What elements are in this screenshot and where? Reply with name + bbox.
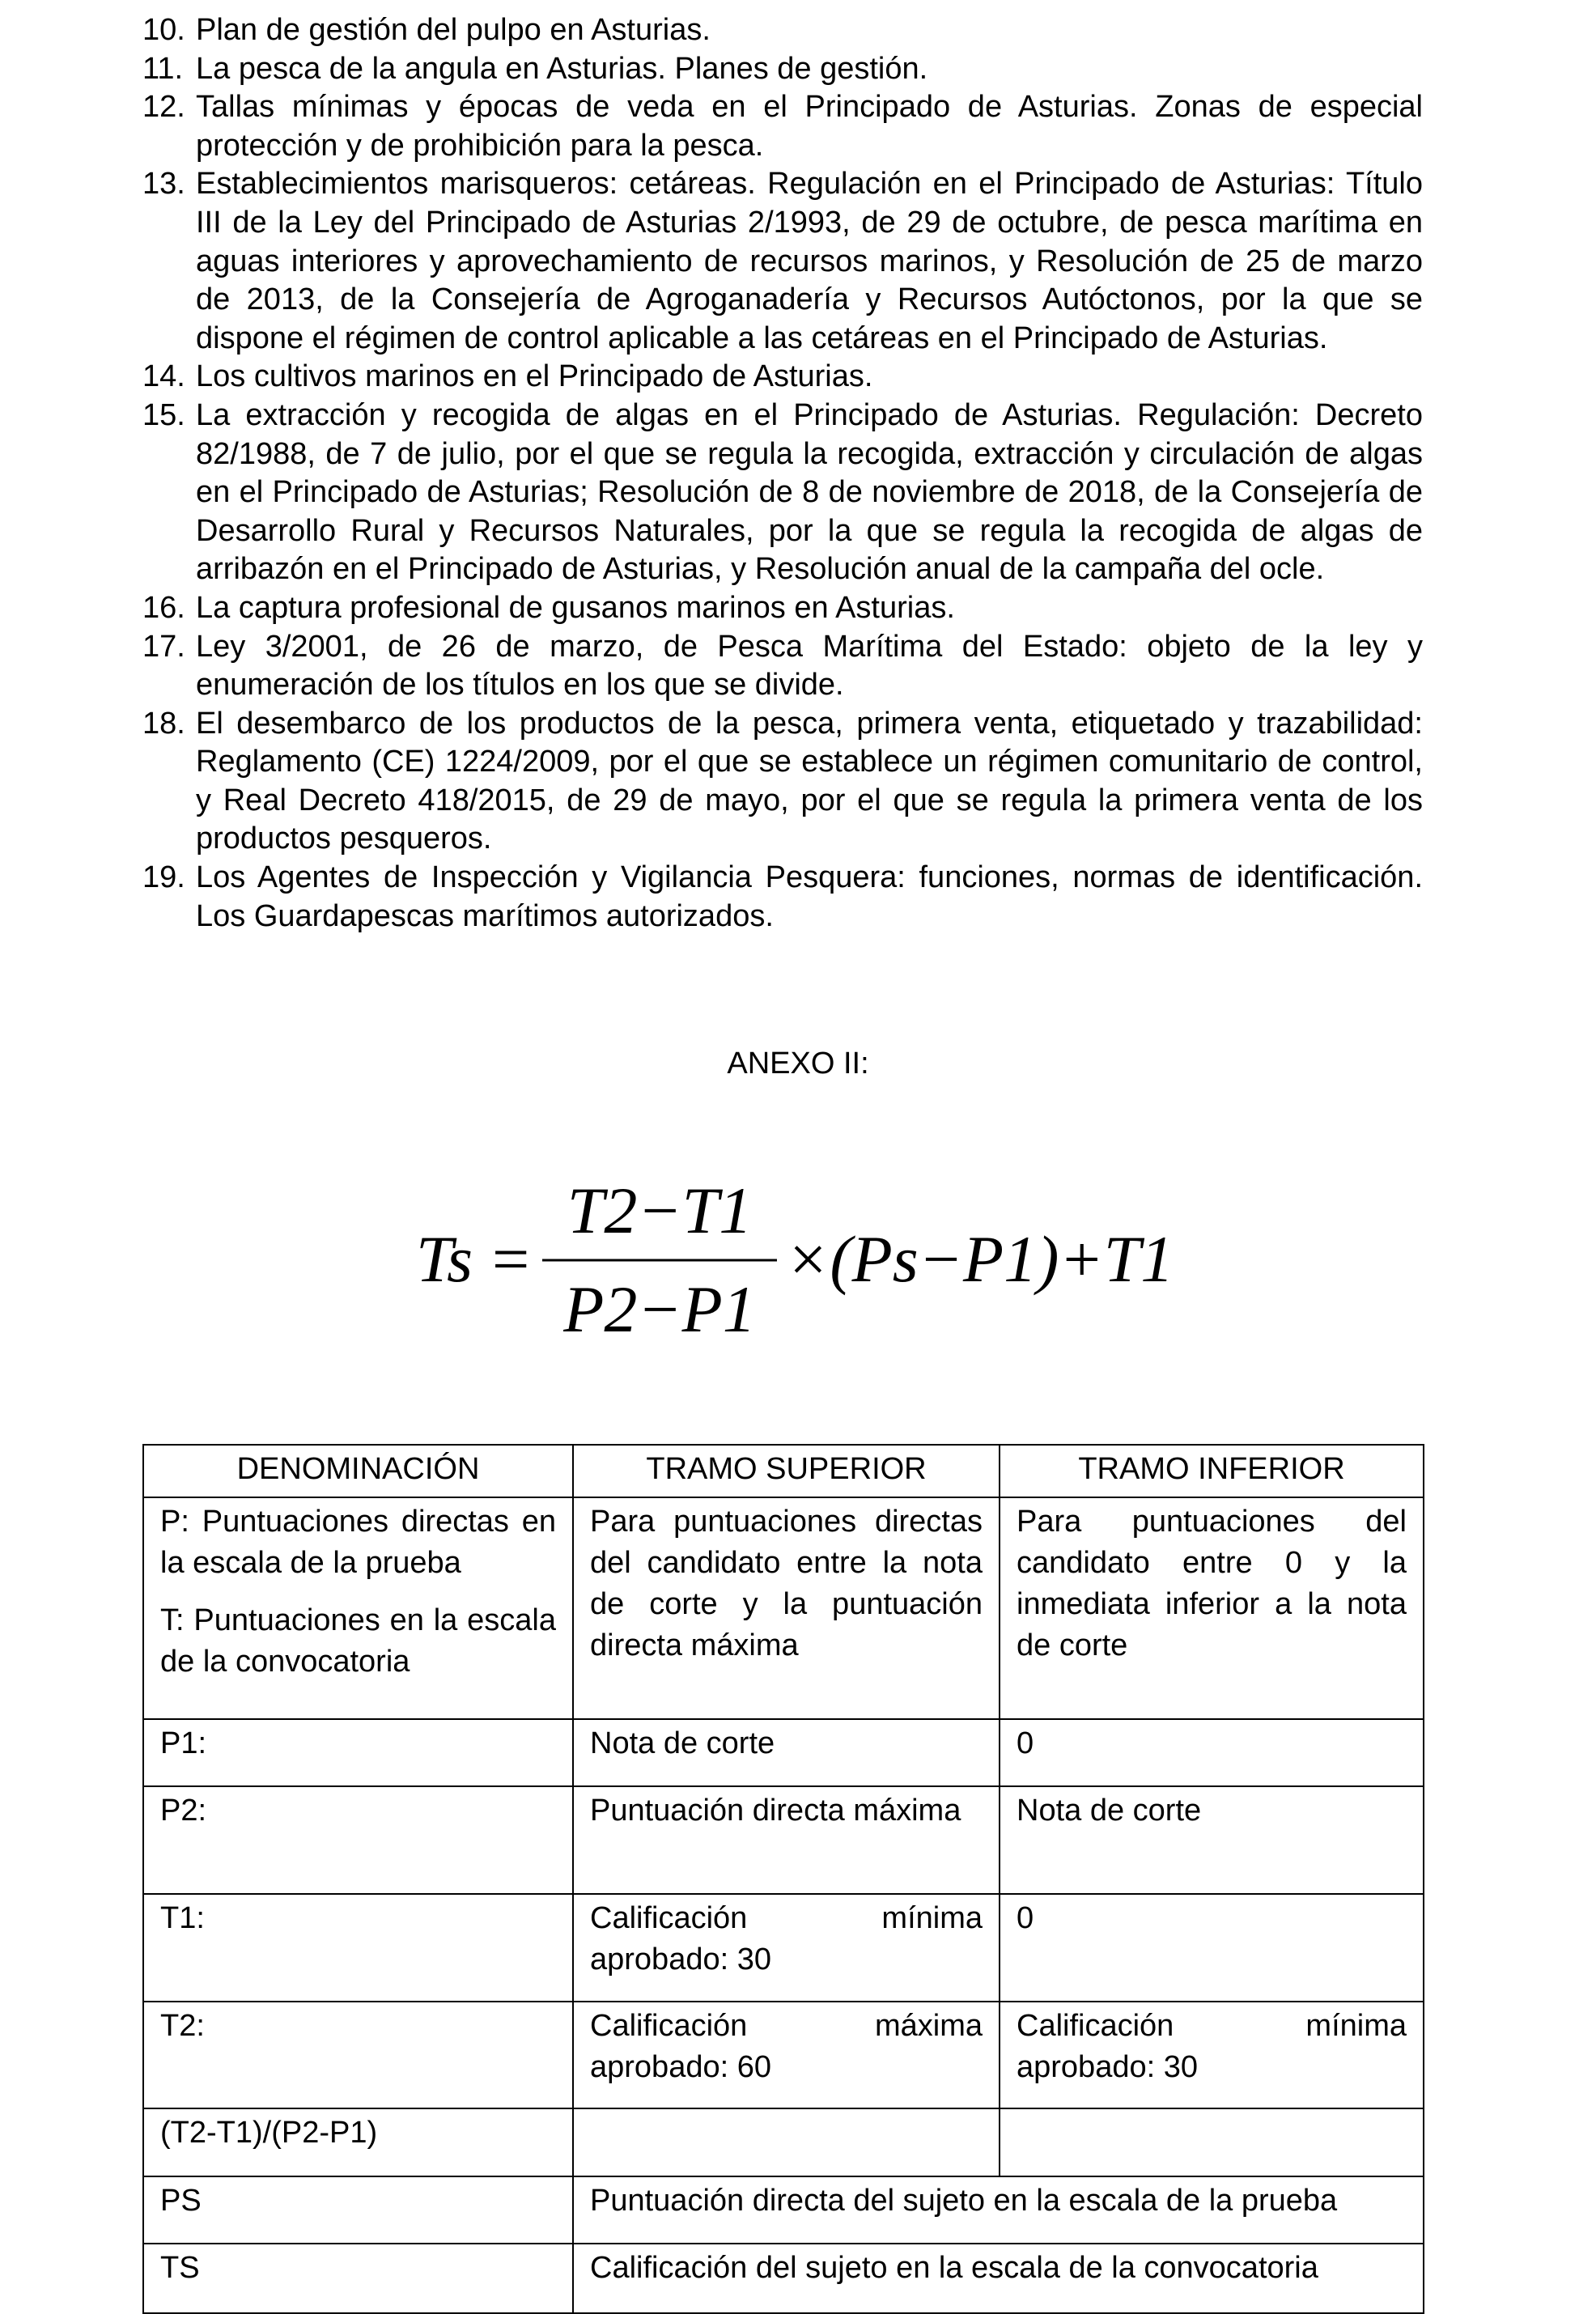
list-item <box>142 397 1423 589</box>
row-superior <box>573 2108 1000 2176</box>
item-text: Plan de gestión del pulpo en Asturias. <box>196 13 711 47</box>
row-label: TS <box>143 2244 573 2313</box>
header-tramo-inferior: TRAMO INFERIOR <box>1000 1445 1424 1497</box>
header-tramo-superior: TRAMO SUPERIOR <box>573 1445 1000 1497</box>
desc-t: T: Puntuaciones en la escala de la convocatoria <box>160 1603 556 1679</box>
list-item <box>142 589 1423 628</box>
item-text: La extracción y recogida de algas en el Principado de Asturias. Regulación: Decreto 82/1988, de 7 de julio, por el que se regula la recogida, extracción y circulación de algas en el Principado de Asturias; Resolución de 8 de noviembre de 2018, de la Consejería de Desarrollo Rural y Recursos Naturales, por la que se regula la recogida de algas de arribazón en el Principado de Asturias, y Resolución anual de la campaña del ocle. <box>196 397 1423 587</box>
row-inferior: Nota de corte <box>1000 1786 1424 1894</box>
item-number: 15. <box>142 397 185 432</box>
table-row <box>143 2108 1424 2176</box>
annex-title: ANEXO II: <box>727 1047 869 1081</box>
table-row <box>143 2244 1424 2313</box>
scoring-table <box>142 1444 1424 2314</box>
list-item <box>142 88 1423 165</box>
item-number: 12. <box>142 90 185 125</box>
list-item <box>142 628 1423 705</box>
list-item <box>142 11 1423 50</box>
item-text: La captura profesional de gusanos marinos en Asturias. <box>196 590 955 625</box>
table-row <box>143 1894 1424 2002</box>
row-label: P1: <box>143 1719 573 1786</box>
row-superior: Calificación máxima aprobado: 60 <box>573 2002 1000 2108</box>
item-number: 17. <box>142 629 185 664</box>
row-label: P2: <box>143 1786 573 1894</box>
list-item <box>142 705 1423 859</box>
row-inferior: 0 <box>1000 1894 1424 2002</box>
row-inferior: 0 <box>1000 1719 1424 1786</box>
desc-p: P: Puntuaciones directas en la escala de la prueba <box>160 1505 556 1580</box>
table-header-row <box>143 1445 1424 1497</box>
item-text: Tallas mínimas y épocas de veda en el Principado de Asturias. Zonas de especial protección y de prohibición para la pesca. <box>196 90 1423 163</box>
row-superior: Puntuación directa máxima <box>573 1786 1000 1894</box>
item-text: La pesca de la angula en Asturias. Planes de gestión. <box>196 51 928 86</box>
item-text: Establecimientos marisqueros: cetáreas. Regulación en el Principado de Asturias: Título III de la Ley del Principado de Asturias 2/1993, de 29 de octubre, de pesca marítima en aguas interiores y aprovechamiento de recursos marinos, y Resolución de 25 de marzo de 2013, de la Consejería de Agroganadería y Recursos Autóctonos, por la que se dispone el régimen de control aplicable a las cetáreas en el Principado de Asturias. <box>196 167 1423 355</box>
formula-equals: = <box>492 1222 530 1296</box>
item-number: 14. <box>142 359 185 394</box>
formula-lhs: Ts <box>416 1222 473 1296</box>
table-row <box>143 1497 1424 1719</box>
topic-list <box>142 11 1423 936</box>
item-text: El desembarco de los productos de la pesca, primera venta, etiquetado y trazabilidad: Reglamento (CE) 1224/2009, por el que se establece un régimen comunitario de control, y Real Decreto 418/2015, de 29 de mayo, por el que se regula la primera venta de los productos pesqueros. <box>196 706 1423 856</box>
row-superior: Nota de corte <box>573 1719 1000 1786</box>
item-number: 11. <box>142 51 184 86</box>
item-number: 10. <box>142 13 185 47</box>
row-label: T1: <box>143 1894 573 2002</box>
formula-denominator: P2−P1 <box>563 1272 756 1346</box>
formula-numerator: T2−T1 <box>567 1174 753 1247</box>
item-number: 13. <box>142 167 185 202</box>
list-item <box>142 859 1423 936</box>
item-text: Los cultivos marinos en el Principado de Asturias. <box>196 359 873 394</box>
table-row <box>143 2002 1424 2108</box>
table-row <box>143 2176 1424 2244</box>
desc-inferior: Para puntuaciones del candidato entre 0 y la inmediata inferior a la nota de corte <box>1000 1497 1424 1719</box>
row-value: Puntuación directa del sujeto en la escala de la prueba <box>573 2176 1424 2244</box>
item-number: 19. <box>142 860 185 895</box>
row-value: Calificación del sujeto en la escala de la convocatoria <box>573 2244 1424 2313</box>
list-item <box>142 358 1423 397</box>
list-item <box>142 50 1423 89</box>
row-label: PS <box>143 2176 573 2244</box>
desc-superior: Para puntuaciones directas del candidato entre la nota de corte y la puntuación directa máxima <box>573 1497 1000 1719</box>
table-row <box>143 1786 1424 1894</box>
row-label: T2: <box>143 2002 573 2108</box>
row-superior: Calificación mínima aprobado: 30 <box>573 1894 1000 2002</box>
list-item <box>142 165 1423 358</box>
item-text: Ley 3/2001, de 26 de marzo, de Pesca Marítima del Estado: objeto de la ley y enumeración de los títulos en los que se divide. <box>196 629 1423 703</box>
row-inferior <box>1000 2108 1424 2176</box>
row-inferior: Calificación mínima aprobado: 30 <box>1000 2002 1424 2108</box>
header-denominacion: DENOMINACIÓN <box>143 1445 573 1497</box>
item-text: Los Agentes de Inspección y Vigilancia Pesquera: funciones, normas de identificación. Los Guardapescas marítimos autorizados. <box>196 860 1423 933</box>
row-label: (T2-T1)/(P2-P1) <box>143 2108 573 2176</box>
formula <box>405 1165 1198 1352</box>
item-number: 18. <box>142 706 185 741</box>
formula-rhs: ×(Ps−P1)+T1 <box>785 1222 1174 1296</box>
item-number: 16. <box>142 590 185 625</box>
table-row <box>143 1719 1424 1786</box>
desc-denominacion-cell <box>143 1497 573 1719</box>
